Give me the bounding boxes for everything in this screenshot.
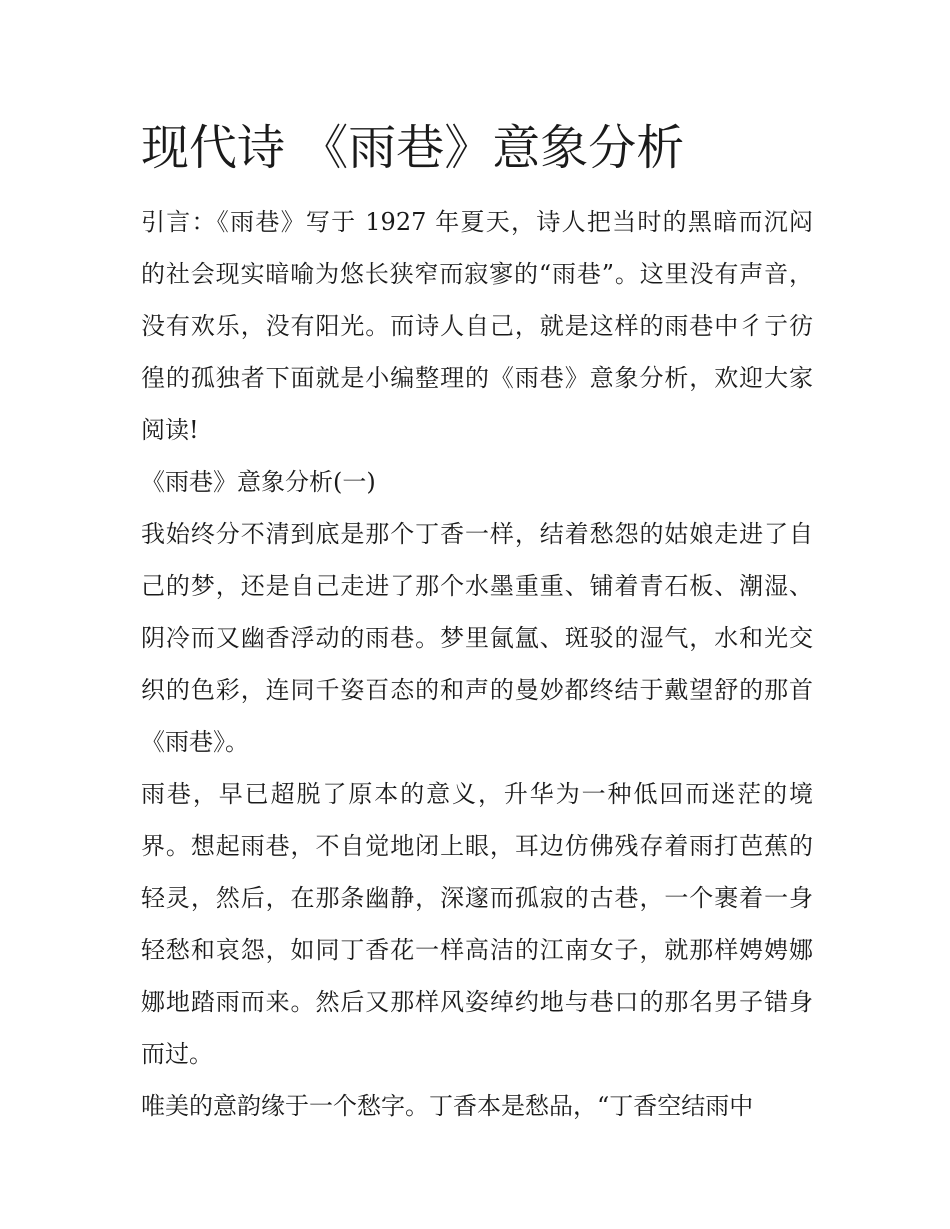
document-body bbox=[141, 196, 813, 1132]
paragraph-2-line-4: 轻愁和哀怨，如同丁香花一样高洁的江南女子，就那样娉娉娜 bbox=[141, 936, 813, 964]
intro-line-1: 引言：《雨巷》写于 1927 年夏天，诗人把当时的黑暗而沉闷 bbox=[141, 208, 813, 236]
paragraph-1-line-1: 我始终分不清到底是那个丁香一样，结着愁怨的姑娘走进了自 bbox=[141, 520, 813, 548]
paragraph-2-line-2: 界。想起雨巷，不自觉地闭上眼，耳边仿佛残存着雨打芭蕉的 bbox=[141, 832, 813, 860]
document-title: 现代诗 《雨巷》意象分析 bbox=[141, 120, 685, 176]
paragraph-1-line-5: 《雨巷》。 bbox=[141, 728, 249, 756]
paragraph-1-line-2: 己的梦，还是自己走进了那个水墨重重、铺着青石板、潮湿、 bbox=[141, 572, 813, 600]
intro-line-3: 没有欢乐，没有阳光。而诗人自己，就是这样的雨巷中彳亍彷 bbox=[141, 312, 813, 340]
paragraph-2-line-5: 娜地踏雨而来。然后又那样风姿绰约地与巷口的那名男子错身 bbox=[141, 988, 813, 1016]
paragraph-3-line-1: 唯美的意韵缘于一个愁字。丁香本是愁品，“丁香空结雨中 bbox=[141, 1092, 754, 1120]
paragraph-2-line-1: 雨巷，早已超脱了原本的意义，升华为一种低回而迷茫的境 bbox=[141, 780, 813, 808]
paragraph-1-line-3: 阴冷而又幽香浮动的雨巷。梦里氤氲、斑驳的湿气，水和光交 bbox=[141, 624, 813, 652]
paragraph-2-line-3: 轻灵，然后，在那条幽静，深邃而孤寂的古巷，一个裹着一身 bbox=[141, 884, 813, 912]
paragraph-1-line-4: 织的色彩，连同千姿百态的和声的曼妙都终结于戴望舒的那首 bbox=[141, 676, 813, 704]
section-heading: 《雨巷》意象分析(一) bbox=[141, 468, 376, 496]
intro-line-5: 阅读! bbox=[141, 416, 199, 444]
paragraph-2-line-6: 而过。 bbox=[141, 1040, 213, 1068]
intro-line-2: 的社会现实暗喻为悠长狭窄而寂寥的“雨巷”。这里没有声音， bbox=[141, 260, 813, 288]
intro-line-4: 徨的孤独者下面就是小编整理的《雨巷》意象分析，欢迎大家 bbox=[141, 364, 813, 392]
